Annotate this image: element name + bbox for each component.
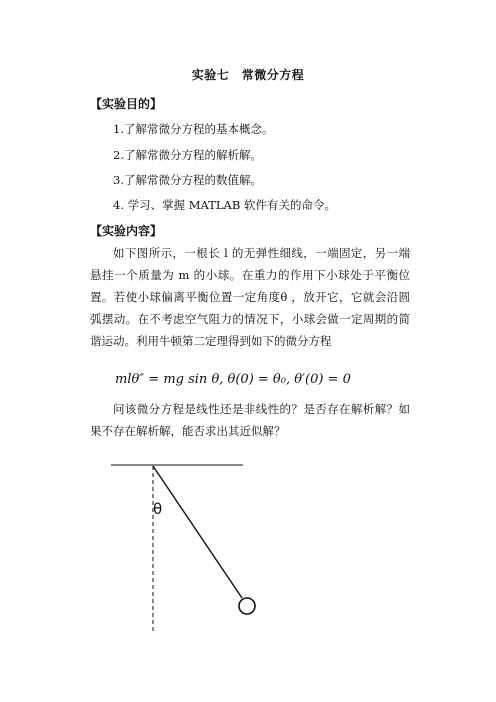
purpose-item-4: 4. 学习、掌握 MATLAB 软件有关的命令。 (113, 198, 336, 212)
angle-label: θ (153, 500, 163, 518)
purpose-item-1: 1.了解常微分方程的基本概念。 (113, 122, 274, 136)
content-paragraph: 如下图所示，一根长 l 的无弹性细线，一端固定，另一端悬挂一个质量为 m 的小球。在重力的作用下小球处于平衡位置。若使小球偏离平衡位置一定角度θ ，放开它，它就会沿圆弧摆动。在不考虑空气阻力的情况下，小球会做一定周期的简谐运动。利用牛顿第二定理得到如下的微分方程 (90, 246, 410, 348)
pendulum-string (153, 466, 242, 598)
pendulum-ball (239, 598, 255, 614)
differential-equation: mlθ″ = mg sin θ, θ(0) = θ₀, θ′(0) = 0 (115, 372, 351, 387)
section-heading-content: 【实验内容】 (90, 224, 163, 238)
question-paragraph: 问该微分方程是线性还是非线性的？是否存在解析解？如果不存在解析解，能否求出其近似解？ (90, 402, 410, 438)
page-title: 实验七 常微分方程 (191, 68, 305, 82)
section-heading-purpose: 【实验目的】 (90, 97, 163, 111)
purpose-item-2: 2.了解常微分方程的解析解。 (113, 148, 262, 162)
purpose-item-3: 3.了解常微分方程的数值解。 (113, 173, 262, 187)
